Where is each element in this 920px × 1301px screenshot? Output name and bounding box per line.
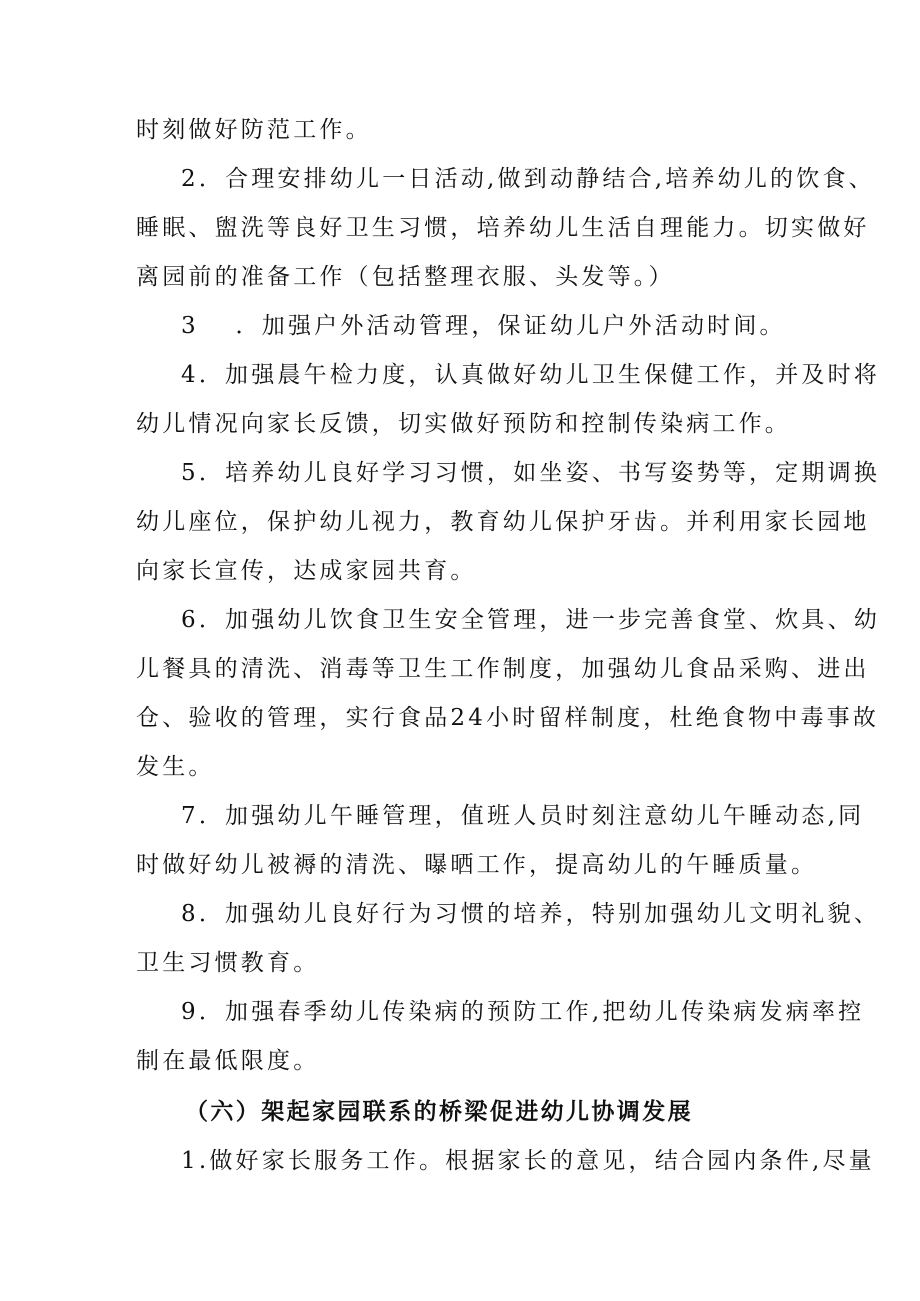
text-line: 发生。 <box>136 754 215 780</box>
section-heading: （六）架起家园联系的桥梁促进幼儿协调发展 <box>185 1098 693 1125</box>
text-line: 3 ．加强户外活动管理，保证幼儿户外活动时间。 <box>181 313 786 339</box>
text-line: 幼儿情况向家长反馈，切实做好预防和控制传染病工作。 <box>136 411 791 437</box>
text-line: 7．加强幼儿午睡管理，值班人员时刻注意幼儿午睡动态,同 <box>181 803 865 829</box>
text-line: 6．加强幼儿饮食卫生安全管理，进一步完善食堂、炊具、幼 <box>181 607 881 633</box>
text-line: 时做好幼儿被褥的清洗、曝晒工作，提高幼儿的午睡质量。 <box>136 852 818 878</box>
text-line: 2．合理安排幼儿一日活动,做到动静结合,培养幼儿的饮食、 <box>181 166 875 192</box>
text-line: 5．培养幼儿良好学习习惯，如坐姿、书写姿势等，定期调换 <box>181 460 881 486</box>
text-line: 卫生习惯教育。 <box>136 950 320 976</box>
text-line: 1.做好家长服务工作。根据家长的意见，结合园内条件,尽量 <box>181 1148 875 1174</box>
text-line: 制在最低限度。 <box>136 1048 320 1074</box>
text-line: 睡眠、盥洗等良好卫生习惯，培养幼儿生活自理能力。切实做好 <box>136 215 870 241</box>
text-line: 幼儿座位，保护幼儿视力，教育幼儿保护牙齿。并利用家长园地 <box>136 509 870 535</box>
text-line: 儿餐具的清洗、消毒等卫生工作制度，加强幼儿食品采购、进出 <box>136 656 870 682</box>
text-line: 时刻做好防范工作。 <box>136 117 372 143</box>
text-line: 4．加强晨午检力度，认真做好幼儿卫生保健工作，并及时将 <box>181 362 881 388</box>
text-line: 向家长宣传，达成家园共育。 <box>136 558 477 584</box>
text-line: 离园前的准备工作（包括整理衣服、头发等。） <box>136 264 675 290</box>
text-line: 9．加强春季幼儿传染病的预防工作,把幼儿传染病发病率控 <box>181 999 865 1025</box>
text-line: 仓、验收的管理，实行食品24小时留样制度，杜绝食物中毒事故 <box>136 705 880 731</box>
text-line: 8．加强幼儿良好行为习惯的培养，特别加强幼儿文明礼貌、 <box>181 901 881 927</box>
